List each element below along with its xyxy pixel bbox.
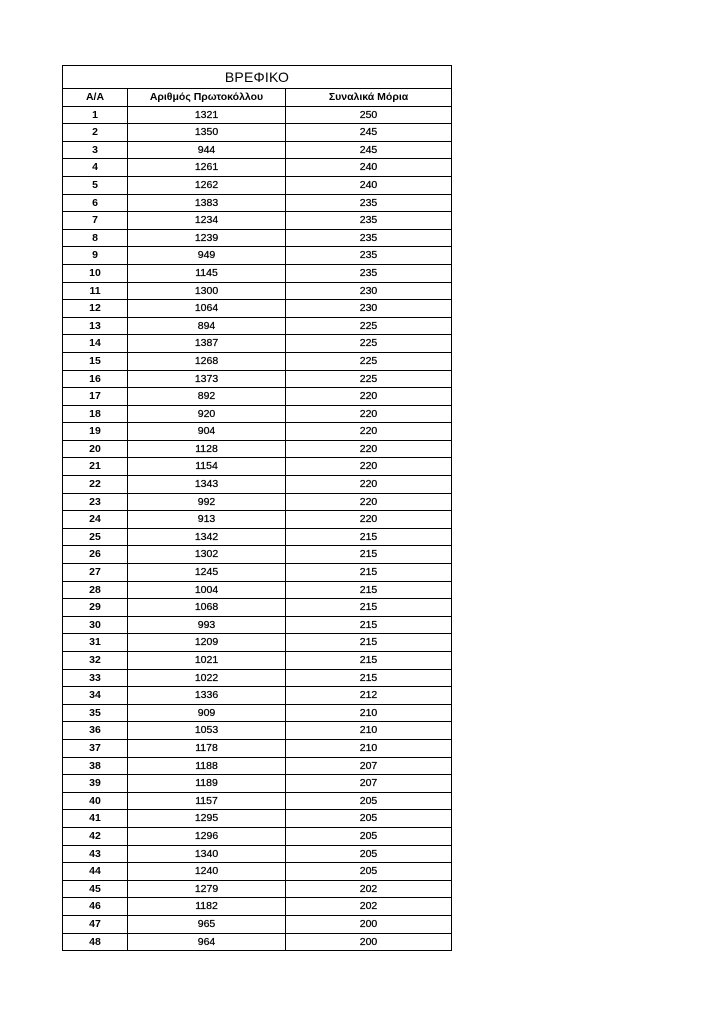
table-row — [63, 440, 452, 458]
protocol-number-cell: 1182 — [128, 898, 286, 916]
table-row — [63, 564, 452, 582]
table-row — [63, 739, 452, 757]
table-row — [63, 845, 452, 863]
protocol-number-cell: 1261 — [128, 159, 286, 177]
table-row — [63, 511, 452, 529]
protocol-number-cell: 1342 — [128, 528, 286, 546]
row-index-cell: 30 — [63, 616, 128, 634]
row-index-cell: 44 — [63, 863, 128, 881]
table-row — [63, 229, 452, 247]
row-index-cell: 39 — [63, 775, 128, 793]
total-points-cell: 235 — [286, 194, 452, 212]
protocol-number-cell: 949 — [128, 247, 286, 265]
row-index-cell: 12 — [63, 300, 128, 318]
table-title: ΒΡΕΦΙΚΟ — [63, 66, 452, 89]
total-points-cell: 220 — [286, 458, 452, 476]
total-points-cell: 230 — [286, 300, 452, 318]
row-index-cell: 14 — [63, 335, 128, 353]
total-points-cell: 202 — [286, 880, 452, 898]
total-points-cell: 220 — [286, 476, 452, 494]
protocol-number-cell: 1154 — [128, 458, 286, 476]
total-points-cell: 205 — [286, 827, 452, 845]
row-index-cell: 31 — [63, 634, 128, 652]
table-row — [63, 141, 452, 159]
protocol-number-cell: 1145 — [128, 264, 286, 282]
total-points-cell: 215 — [286, 652, 452, 670]
total-points-cell: 210 — [286, 722, 452, 740]
total-points-cell: 215 — [286, 634, 452, 652]
table-row — [63, 599, 452, 617]
header-index: Α/Α — [63, 89, 128, 107]
row-index-cell: 17 — [63, 388, 128, 406]
total-points-cell: 235 — [286, 247, 452, 265]
total-points-cell: 250 — [286, 106, 452, 124]
row-index-cell: 28 — [63, 581, 128, 599]
row-index-cell: 20 — [63, 440, 128, 458]
total-points-cell: 235 — [286, 264, 452, 282]
table-row — [63, 581, 452, 599]
row-index-cell: 19 — [63, 423, 128, 441]
total-points-cell: 240 — [286, 159, 452, 177]
protocol-number-cell: 1234 — [128, 212, 286, 230]
protocol-number-cell: 1343 — [128, 476, 286, 494]
protocol-number-cell: 1279 — [128, 880, 286, 898]
total-points-cell: 215 — [286, 669, 452, 687]
row-index-cell: 36 — [63, 722, 128, 740]
protocol-number-cell: 1268 — [128, 352, 286, 370]
protocol-number-cell: 1340 — [128, 845, 286, 863]
table-row — [63, 352, 452, 370]
protocol-number-cell: 1068 — [128, 599, 286, 617]
protocol-number-cell: 913 — [128, 511, 286, 529]
row-index-cell: 1 — [63, 106, 128, 124]
total-points-cell: 205 — [286, 810, 452, 828]
row-index-cell: 46 — [63, 898, 128, 916]
table-row — [63, 124, 452, 142]
protocol-number-cell: 992 — [128, 493, 286, 511]
table-row — [63, 757, 452, 775]
row-index-cell: 32 — [63, 652, 128, 670]
protocol-number-cell: 993 — [128, 616, 286, 634]
table-row — [63, 264, 452, 282]
row-index-cell: 5 — [63, 176, 128, 194]
total-points-cell: 220 — [286, 388, 452, 406]
row-index-cell: 24 — [63, 511, 128, 529]
row-index-cell: 48 — [63, 933, 128, 951]
row-index-cell: 38 — [63, 757, 128, 775]
protocol-number-cell: 964 — [128, 933, 286, 951]
table-row — [63, 493, 452, 511]
total-points-cell: 202 — [286, 898, 452, 916]
header-total-points: Συναλικά Μόρια — [286, 89, 452, 107]
table-row — [63, 106, 452, 124]
total-points-cell: 225 — [286, 352, 452, 370]
table-row — [63, 159, 452, 177]
protocol-number-cell: 892 — [128, 388, 286, 406]
table-row — [63, 405, 452, 423]
row-index-cell: 47 — [63, 915, 128, 933]
protocol-number-cell: 1240 — [128, 863, 286, 881]
protocol-number-cell: 1178 — [128, 739, 286, 757]
table-row — [63, 810, 452, 828]
table-row — [63, 792, 452, 810]
total-points-cell: 215 — [286, 581, 452, 599]
row-index-cell: 2 — [63, 124, 128, 142]
total-points-cell: 215 — [286, 564, 452, 582]
row-index-cell: 40 — [63, 792, 128, 810]
total-points-cell: 220 — [286, 511, 452, 529]
total-points-cell: 200 — [286, 915, 452, 933]
table-row — [63, 317, 452, 335]
row-index-cell: 25 — [63, 528, 128, 546]
row-index-cell: 29 — [63, 599, 128, 617]
protocol-number-cell: 965 — [128, 915, 286, 933]
row-index-cell: 8 — [63, 229, 128, 247]
row-index-cell: 43 — [63, 845, 128, 863]
row-index-cell: 16 — [63, 370, 128, 388]
table-row — [63, 247, 452, 265]
protocol-number-cell: 1157 — [128, 792, 286, 810]
table-row — [63, 722, 452, 740]
total-points-cell: 205 — [286, 792, 452, 810]
total-points-cell: 220 — [286, 423, 452, 441]
table-row — [63, 300, 452, 318]
total-points-cell: 230 — [286, 282, 452, 300]
protocol-number-cell: 1373 — [128, 370, 286, 388]
row-index-cell: 27 — [63, 564, 128, 582]
row-index-cell: 13 — [63, 317, 128, 335]
header-row — [63, 89, 452, 107]
total-points-cell: 220 — [286, 440, 452, 458]
table-row — [63, 476, 452, 494]
protocol-number-cell: 1383 — [128, 194, 286, 212]
total-points-cell: 215 — [286, 616, 452, 634]
protocol-number-cell: 1004 — [128, 581, 286, 599]
protocol-number-cell: 1350 — [128, 124, 286, 142]
table-row — [63, 775, 452, 793]
title-row — [63, 66, 452, 89]
row-index-cell: 4 — [63, 159, 128, 177]
total-points-cell: 207 — [286, 775, 452, 793]
table-row — [63, 458, 452, 476]
table-row — [63, 616, 452, 634]
protocol-number-cell: 894 — [128, 317, 286, 335]
row-index-cell: 42 — [63, 827, 128, 845]
table-row — [63, 528, 452, 546]
total-points-cell: 207 — [286, 757, 452, 775]
protocol-number-cell: 1188 — [128, 757, 286, 775]
table-row — [63, 194, 452, 212]
protocol-number-cell: 920 — [128, 405, 286, 423]
protocol-number-cell: 1336 — [128, 687, 286, 705]
table-row — [63, 388, 452, 406]
row-index-cell: 9 — [63, 247, 128, 265]
row-index-cell: 45 — [63, 880, 128, 898]
total-points-cell: 245 — [286, 124, 452, 142]
row-index-cell: 35 — [63, 704, 128, 722]
total-points-cell: 220 — [286, 493, 452, 511]
table-row — [63, 652, 452, 670]
protocol-number-cell: 1189 — [128, 775, 286, 793]
table-row — [63, 915, 452, 933]
table-row — [63, 880, 452, 898]
table-row — [63, 898, 452, 916]
protocol-number-cell: 1245 — [128, 564, 286, 582]
row-index-cell: 41 — [63, 810, 128, 828]
table-row — [63, 669, 452, 687]
protocol-number-cell: 1300 — [128, 282, 286, 300]
total-points-cell: 212 — [286, 687, 452, 705]
total-points-cell: 245 — [286, 141, 452, 159]
row-index-cell: 18 — [63, 405, 128, 423]
protocol-number-cell: 1321 — [128, 106, 286, 124]
total-points-cell: 215 — [286, 599, 452, 617]
table-row — [63, 212, 452, 230]
row-index-cell: 15 — [63, 352, 128, 370]
total-points-cell: 210 — [286, 739, 452, 757]
table-row — [63, 687, 452, 705]
table-row — [63, 282, 452, 300]
table-row — [63, 863, 452, 881]
table-row — [63, 423, 452, 441]
row-index-cell: 37 — [63, 739, 128, 757]
table-row — [63, 704, 452, 722]
total-points-cell: 235 — [286, 229, 452, 247]
table-row — [63, 634, 452, 652]
protocol-number-cell: 1262 — [128, 176, 286, 194]
total-points-cell: 225 — [286, 370, 452, 388]
total-points-cell: 225 — [286, 335, 452, 353]
total-points-cell: 215 — [286, 528, 452, 546]
protocol-number-cell: 1209 — [128, 634, 286, 652]
total-points-cell: 210 — [286, 704, 452, 722]
protocol-number-cell: 1053 — [128, 722, 286, 740]
table-row — [63, 933, 452, 951]
total-points-cell: 205 — [286, 863, 452, 881]
table-row — [63, 827, 452, 845]
protocol-number-cell: 1239 — [128, 229, 286, 247]
protocol-number-cell: 1387 — [128, 335, 286, 353]
total-points-cell: 205 — [286, 845, 452, 863]
row-index-cell: 22 — [63, 476, 128, 494]
row-index-cell: 6 — [63, 194, 128, 212]
row-index-cell: 33 — [63, 669, 128, 687]
protocol-number-cell: 1022 — [128, 669, 286, 687]
ranking-table — [62, 65, 452, 951]
row-index-cell: 7 — [63, 212, 128, 230]
total-points-cell: 235 — [286, 212, 452, 230]
row-index-cell: 10 — [63, 264, 128, 282]
protocol-number-cell: 1021 — [128, 652, 286, 670]
total-points-cell: 225 — [286, 317, 452, 335]
table-row — [63, 335, 452, 353]
row-index-cell: 21 — [63, 458, 128, 476]
protocol-number-cell: 1302 — [128, 546, 286, 564]
row-index-cell: 34 — [63, 687, 128, 705]
row-index-cell: 3 — [63, 141, 128, 159]
total-points-cell: 220 — [286, 405, 452, 423]
protocol-number-cell: 944 — [128, 141, 286, 159]
row-index-cell: 23 — [63, 493, 128, 511]
protocol-number-cell: 1064 — [128, 300, 286, 318]
total-points-cell: 215 — [286, 546, 452, 564]
protocol-number-cell: 1128 — [128, 440, 286, 458]
total-points-cell: 240 — [286, 176, 452, 194]
table-row — [63, 176, 452, 194]
protocol-number-cell: 909 — [128, 704, 286, 722]
protocol-number-cell: 1295 — [128, 810, 286, 828]
protocol-number-cell: 904 — [128, 423, 286, 441]
table-body — [63, 106, 452, 951]
table-row — [63, 370, 452, 388]
header-protocol-number: Αριθμός Πρωτοκόλλου — [128, 89, 286, 107]
protocol-number-cell: 1296 — [128, 827, 286, 845]
row-index-cell: 26 — [63, 546, 128, 564]
total-points-cell: 200 — [286, 933, 452, 951]
table-row — [63, 546, 452, 564]
row-index-cell: 11 — [63, 282, 128, 300]
